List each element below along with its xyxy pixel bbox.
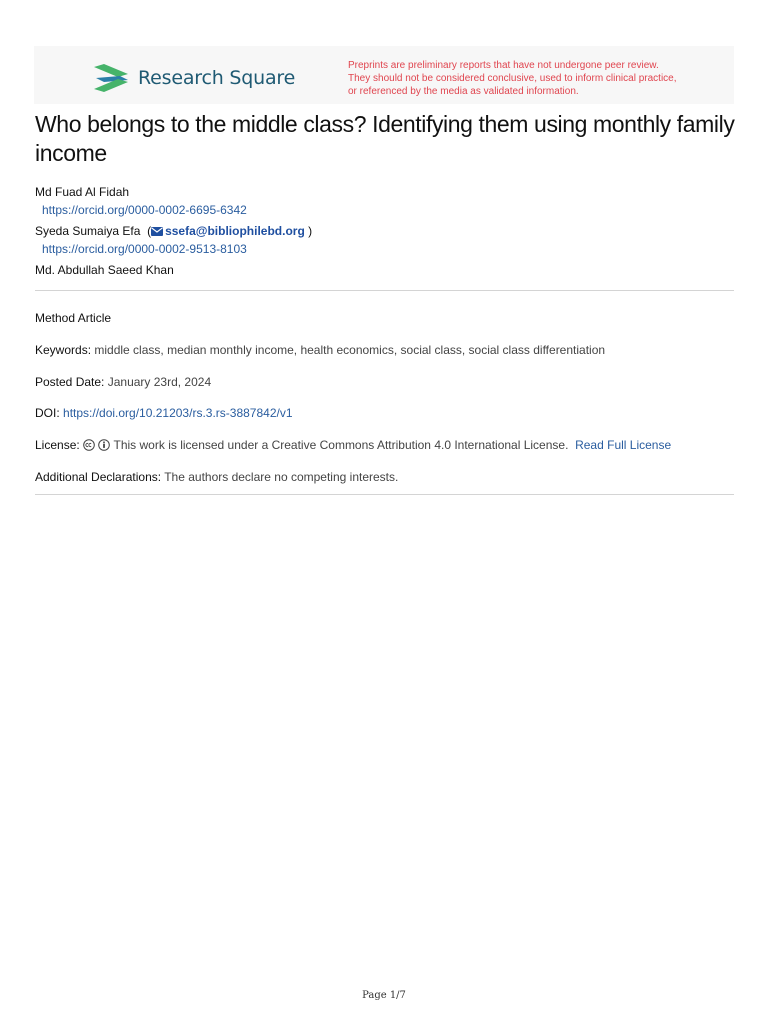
research-square-logo-icon [94, 64, 130, 92]
posted-date-row [35, 375, 211, 390]
page-number: Page 1/7 [362, 990, 406, 1001]
article-type-value: Method Article [35, 311, 112, 325]
doi-link[interactable]: https://doi.org/10.21203/rs.3.rs-3887842/v1 [63, 406, 293, 420]
license-text: This work is licensed under a Creative Commons Attribution 4.0 International License. [113, 438, 569, 452]
disclaimer-line: They should not be considered conclusive, used to inform clinical practice, [348, 73, 677, 84]
disclaimer-line: Preprints are preliminary reports that have not undergone peer review. [348, 60, 659, 71]
disclaimer-line: or referenced by the media as validated information. [348, 86, 579, 97]
declarations-value: The authors declare no competing interests. [164, 470, 399, 484]
doi-label: DOI: [35, 406, 60, 420]
license-label: License: [35, 438, 80, 452]
keywords-row [35, 343, 605, 358]
divider [35, 494, 734, 495]
creative-commons-icon [83, 439, 95, 451]
author-email-link[interactable]: ssefa@bibliophilebd.org [165, 224, 305, 238]
keywords-label: Keywords: [35, 343, 92, 357]
author-name: Md Fuad Al Fidah [35, 185, 130, 199]
keywords-value: middle class, median monthly income, health economics, social class, social class differentiation [94, 343, 606, 357]
author-list [35, 184, 312, 281]
preprint-disclaimer [348, 59, 728, 98]
research-square-logo[interactable] [94, 64, 295, 92]
declarations-label: Additional Declarations: [35, 470, 162, 484]
doi-row [35, 406, 293, 421]
paper-title: Who belongs to the middle class? Identifying them using monthly family income [35, 111, 735, 166]
attribution-icon [98, 439, 110, 451]
author-name-with-email: Syeda Sumaiya Efa ( ssefa@bibliophilebd.org ) [35, 224, 313, 238]
divider [35, 290, 734, 291]
posted-date-value: January 23rd, 2024 [107, 375, 212, 389]
author-name: Syeda Sumaiya Efa [35, 224, 141, 238]
envelope-icon [151, 227, 163, 236]
author-name: Md. Abdullah Saeed Khan [35, 263, 174, 277]
logo-text: Research Square [138, 67, 296, 89]
orcid-link[interactable]: https://orcid.org/0000-0002-6695-6342 [42, 203, 247, 217]
orcid-link[interactable]: https://orcid.org/0000-0002-9513-8103 [42, 242, 247, 256]
read-full-license-link[interactable]: Read Full License [575, 438, 672, 452]
posted-date-label: Posted Date: [35, 375, 105, 389]
declarations-row [35, 470, 398, 485]
license-row [35, 438, 671, 453]
article-type [35, 311, 111, 326]
